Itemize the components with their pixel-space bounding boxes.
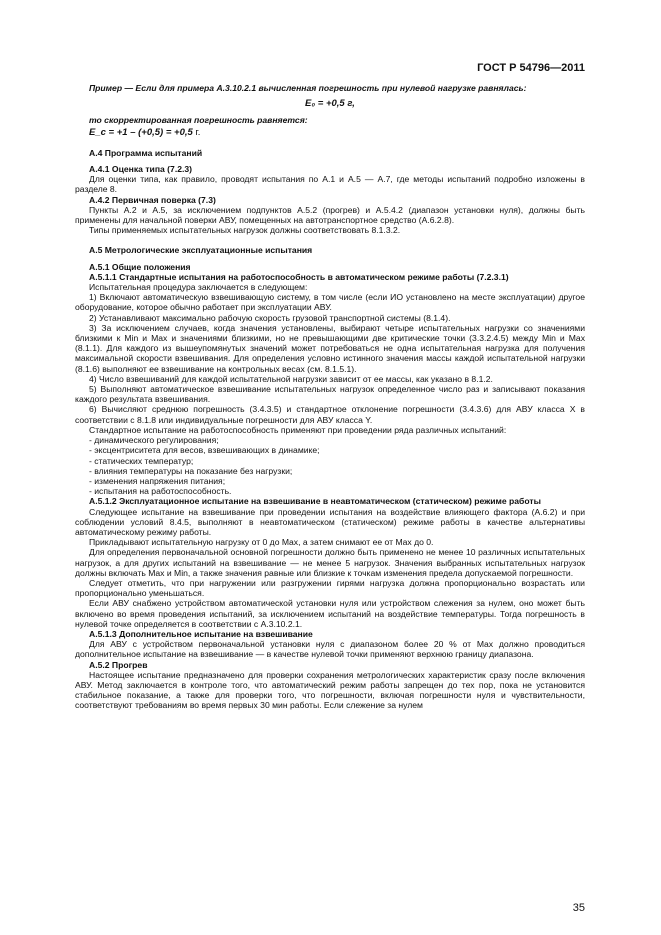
a512-para-2: Прикладывают испытательную нагрузку от 0 до Max, а затем снимают ее от Max до 0. [89, 537, 434, 548]
list-item: - эксцентриситета для весов, взвешивающих в динамике; [89, 445, 320, 456]
list-item: - изменения напряжения питания; [89, 475, 226, 486]
section-a42-text2: Типы применяемых испытательных нагрузок должны соответствовать 8.1.3.2. [89, 225, 401, 236]
standard-code: ГОСТ Р 54796—2011 [477, 62, 585, 74]
list-item: - динамического регулирования; [89, 435, 219, 446]
section-a4-title: А.4 Программа испытаний [89, 147, 203, 158]
section-a511-title: А.5.1.1 Стандартные испытания на работоспособность в автоматическом режиме работы (7.2.3.1) [89, 271, 509, 282]
section-a512-title: А.5.1.2 Эксплуатационное испытание на взвешивание в неавтоматическом (статическом) режиме работы [89, 496, 541, 507]
a511-step-3: 3) За исключением случаев, когда значения установлены, выбирают четыре испытательных нагрузки со значениями близкими к Min и Max и значениями близкими, но не превышающими две критические точки (3.3.2.4.5) между Min и Max (8.1.1). Для каждого из вышеупомянутых значений может потребоваться не одна испытательная нагрузка для получения максимальной скорости взвешивания. Для определения условно истинного значения массы каждой испытательной нагрузки (8.1.6) выполняют ее взвешивание на контрольных весах (см. 8.1.5.1). [75, 322, 585, 374]
section-a41-text: Для оценки типа, как правило, проводят испытания по А.1 и А.5 — А.7, где методы испытаний подробно изложены в разделе 8. [75, 174, 585, 195]
a52-para-1: Настоящее испытание предназначено для проверки сохранения метрологических характеристик сразу после включения АВУ. Метод заключается в контроле того, что автоматический режим работы запрещен до тех пор, пока не установится стабильное показание, а также для проверки того, что погрешности, включая погрешности нуля и чувствительности, соответствуют требованиям во время первых 30 мин работы. Если слежение за нулем [75, 669, 585, 711]
a512-para-1: Следующее испытание на взвешивание при проведении испытания на воздействие влияющего фактора (А.6.2) и при соблюдении условий 8.4.5, выполняют в неавтоматическом (статическом) режиме работы в качестве альтернативы автоматическому режиму работы. [75, 506, 585, 537]
section-a51-title: А.5.1 Общие положения [89, 261, 191, 272]
a511-step-1: 1) Включают автоматическую взвешивающую систему, в том числе (если ИО установлено на месте эксплуатации) другое оборудование, которое обычно работает при эксплуатации АВУ. [75, 292, 585, 313]
formula-e0: E₀ = +0,5 г, [305, 98, 355, 110]
section-a52-title: А.5.2 Прогрев [89, 659, 148, 670]
formula-ec [75, 128, 585, 138]
a511-intro: Испытательная процедура заключается в следующем: [89, 282, 308, 293]
formula-ec-unit: г. [192, 126, 201, 138]
page-content [75, 83, 585, 711]
list-item: - испытания на работоспособность. [89, 486, 232, 497]
section-a513-title: А.5.1.3 Дополнительное испытание на взвешивание [89, 628, 313, 639]
section-a42-title: А.4.2 Первичная поверка (7.3) [89, 194, 216, 205]
formula-ec-main: E_c = +1 – (+0,5) = +0,5 [89, 126, 193, 138]
section-a41-title: А.4.1 Оценка типа (7.2.3) [89, 164, 193, 175]
example-mid: то скорректированная погрешность равняется: [89, 115, 308, 126]
a511-step-2: 2) Устанавливают максимально рабочую скорость грузовой транспортной системы (8.1.4). [89, 312, 451, 323]
section-a42-text1: Пункты А.2 и А.5, за исключением подпунктов А.5.2 (прогрев) и А.5.4.2 (диапазон установки нуля), должны быть применены для начальной поверки АВУ, помещенных на автотранспортное средство (А.6.2.8). [75, 204, 585, 226]
page-number: 35 [572, 902, 585, 914]
a513-para-1: Для АВУ с устройством первоначальной установки нуля с диапазоном более 20 % от Max должно проводиться дополнительное испытание на взвешивание — в качестве нулевой точки применяют верхнюю границу диапазона. [75, 639, 585, 660]
section-a5-title: А.5 Метрологические эксплуатационные испытания [89, 245, 313, 256]
a512-para-5: Если АВУ снабжено устройством автоматической установки нуля или устройством слежения за нулем, оно может быть включено во время проведения испытаний, за исключением испытаний на воздействие температуры. Тогда погрешность в нулевой точке определяется в соответствии с А.3.10.2.1. [75, 598, 585, 629]
list-item: - статических температур; [89, 455, 194, 466]
a511-step-4: 4) Число взвешиваний для каждой испытательной нагрузки зависит от ее массы, как указано в 8.1.2. [89, 373, 493, 384]
a512-para-3: Для определения первоначальной основной погрешности должно быть применено не менее 10 различных испытательных нагрузок, а для других испытаний на взвешивание — не менее 5 нагрузок. Значения выбранных испытательных нагрузок должны включать Max и Min, а также значения равные или близкие к точкам изменения предела допускаемой погрешности. [75, 547, 585, 578]
a511-step-6: 6) Вычисляют среднюю погрешность (3.4.3.5) и стандартное отклонение погрешности (3.4.3.6) для АВУ класса X в соответствии с 8.1.8 или индивидуальные погрешности для АВУ класса Y. [75, 404, 585, 425]
list-item: - влияния температуры на показание без нагрузки; [89, 465, 293, 476]
a512-para-4: Следует отметить, что при нагружении или разгружении гирями нагрузка должна пропорционально возрастать или пропорционально уменьшаться. [75, 577, 585, 599]
a511-step-7: Стандартное испытание на работоспособность применяют при проведении ряда различных испытаний: [89, 424, 507, 435]
example-lead: Пример — Если для примера А.3.10.2.1 вычисленная погрешность при нулевой нагрузке равнялась: [89, 83, 527, 93]
a511-step-5: 5) Выполняют автоматическое взвешивание испытательных нагрузок определенное число раз и записывают показания каждого результата взвешивания. [75, 384, 585, 405]
